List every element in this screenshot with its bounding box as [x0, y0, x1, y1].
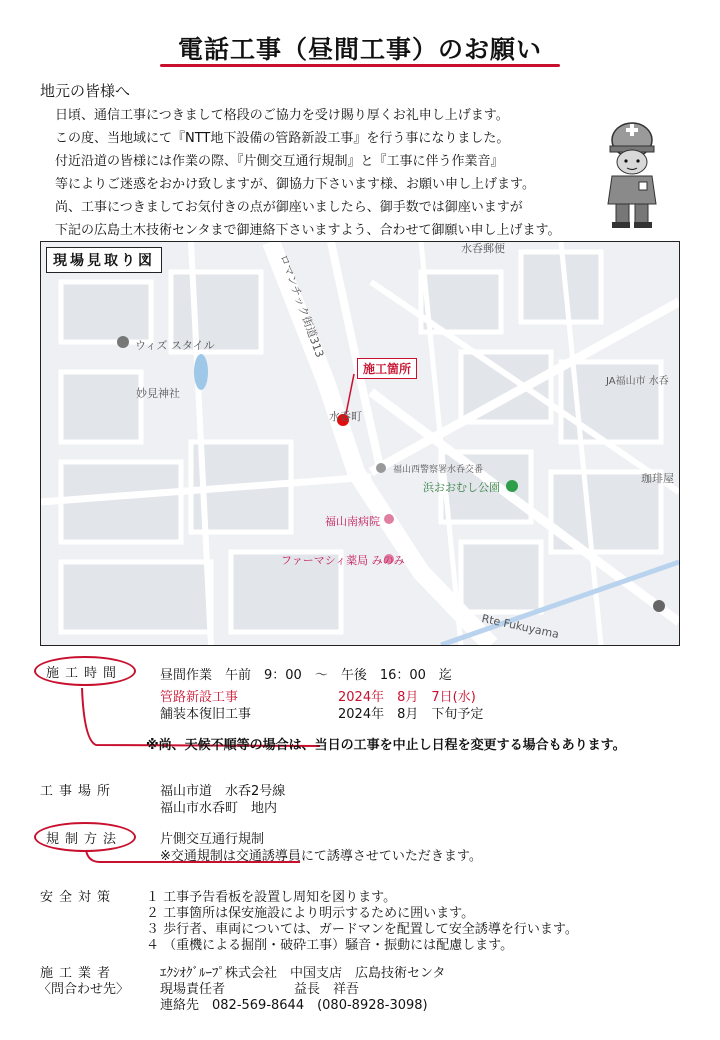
schedule-bracket [0, 680, 720, 770]
schedule-label: 施工時間 [46, 666, 123, 681]
schedule-note: ※尚、天候不順等の場合は、当日の工事を中止し日程を変更する場合もあります。 [146, 738, 626, 753]
safety-line: ４ （重機による掘削・破砕工事）騒音・振動には配慮します。 [146, 938, 514, 953]
contractor-company: ｴｸｼｵｸﾞﾙｰﾌﾟ株式会社 中国支店 広島技術センタ [160, 966, 446, 981]
greeting: 地元の皆様へ [40, 82, 131, 100]
contractor-label: 施工業者 [40, 966, 117, 981]
regulation-bracket [0, 846, 720, 886]
location-label: 工事場所 [40, 784, 117, 799]
intro-line: 付近沿道の皆様には作業の際、『片側交互通行規制』と『工事に伴う作業音』 [55, 154, 504, 169]
intro-line: 日頃、通信工事につきまして格段のご協力を受け賜り厚くお礼申し上げます。 [55, 108, 509, 123]
safety-line: １ 工事予告看板を設置し周知を図ります。 [146, 890, 397, 905]
regulation-label: 規制方法 [46, 832, 123, 847]
map-place-hospital: 福山南病院 [325, 515, 380, 528]
intro-line: 尚、工事につきましてお気付きの点が御座いましたら、御手数では御座いますが [55, 200, 523, 215]
intro-line: 下記の広島土木技術センタまで御連絡下さいますよう、合わせて御願い申し上げます。 [55, 223, 561, 238]
page-title: 電話工事（昼間工事）のお願い [177, 35, 542, 64]
schedule-item-date: 2024年 8月 下旬予定 [338, 707, 484, 722]
map-place-cafe: 珈琲屋 [641, 472, 674, 485]
intro-line: 等によりご迷惑をおかけ致しますが、御協力下さいます様、お願い申し上げます。 [55, 177, 535, 192]
construction-worker-illustration [592, 118, 672, 230]
map-label: 現場見取り図 [46, 247, 162, 273]
map-place-street: ロマンチック街道313 [276, 252, 327, 360]
map-place-wiz-style: ウィズ スタイル [135, 339, 215, 352]
map-place-ja: JA福山市 水呑 [606, 376, 669, 387]
schedule-item-name: 舗装本復旧工事 [160, 707, 252, 722]
schedule-item-date: 2024年 8月 7日(水) [338, 690, 476, 705]
safety-label: 安全対策 [40, 890, 117, 905]
map-place-police: 福山西警察署水呑交番 [393, 465, 484, 475]
contractor-manager-name: 益長 祥吾 [294, 982, 360, 997]
site-map [40, 241, 680, 646]
location-line: 福山市水呑町 地内 [160, 801, 278, 816]
map-place-park: 浜おおむし公園 [423, 481, 500, 494]
intro-line: この度、当地域にて『NTT地下設備の管路新設工事』を行う事になりました。 [55, 131, 510, 146]
safety-line: ２ 工事箇所は保安施設により明示するために囲います。 [146, 906, 475, 921]
schedule-hours: 昼間作業 午前 9：00 ～ 午後 16：00 迄 [160, 668, 452, 683]
map-graphic [41, 242, 679, 645]
schedule-item-name: 管路新設工事 [160, 690, 239, 705]
safety-line: ３ 歩行者、車両については、ガードマンを配置して安全誘導を行います。 [146, 922, 578, 937]
regulation-line: ※交通規制は交通誘導員にて誘導させていただきます。 [160, 849, 482, 864]
location-line: 福山市道 水呑2号線 [160, 784, 286, 799]
contractor-manager-label: 現場責任者 [160, 982, 226, 997]
map-place-pharmacy: ファーマシィ薬局 みのみ [281, 554, 405, 567]
intro-paragraph [55, 104, 575, 242]
title-underline [160, 64, 560, 67]
map-place-route: Rte Fukuyama [480, 611, 561, 642]
map-place-myoken: 妙見神社 [136, 387, 180, 400]
regulation-line: 片側交互通行規制 [160, 832, 265, 847]
map-place-top: 水呑郵便 [461, 242, 505, 255]
contractor-contact: 連絡先 082-569-8644 (080-8928-3098) [160, 998, 428, 1013]
site-callout: 施工箇所 [357, 358, 417, 379]
contractor-sublabel: 〈問合わせ先〉 [38, 982, 130, 997]
map-place-mizu: 水呑町 [329, 410, 362, 423]
